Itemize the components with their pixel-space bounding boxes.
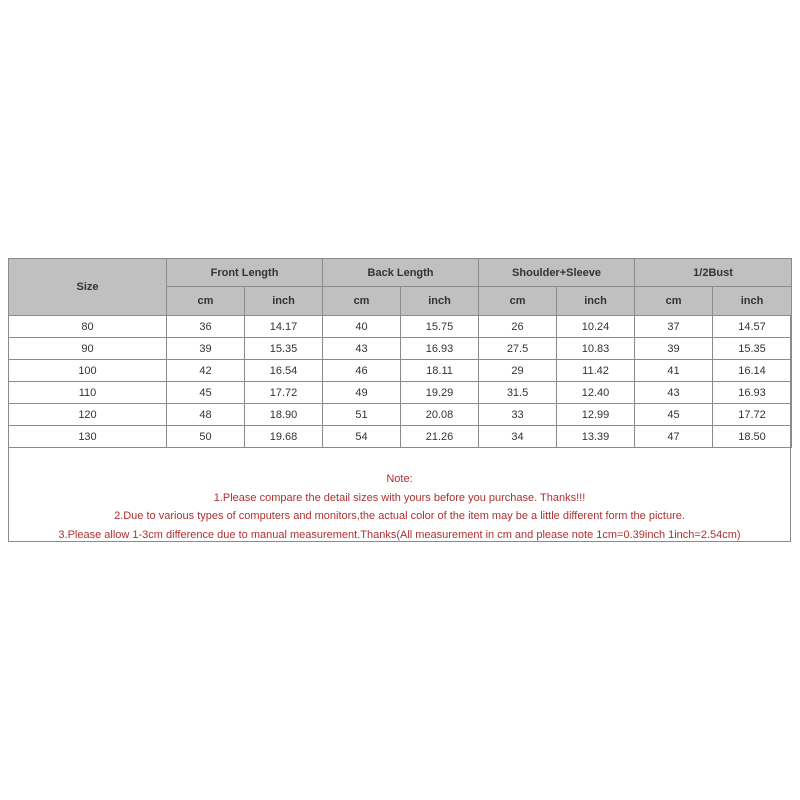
- measurement-cell: 47: [635, 426, 713, 448]
- measurement-cell: 17.72: [713, 404, 792, 426]
- measurement-cell: 19.68: [245, 426, 323, 448]
- unit-header: cm: [635, 287, 713, 316]
- table-body: [9, 316, 792, 448]
- table-row: [9, 316, 792, 338]
- measurement-cell: 39: [635, 338, 713, 360]
- unit-header: inch: [713, 287, 792, 316]
- measurement-cell: 15.75: [401, 316, 479, 338]
- size-cell: 100: [9, 360, 167, 382]
- size-cell: 80: [9, 316, 167, 338]
- measurement-cell: 43: [323, 338, 401, 360]
- measurement-cell: 20.08: [401, 404, 479, 426]
- measurement-cell: 17.72: [245, 382, 323, 404]
- table-row: [9, 382, 792, 404]
- table-row: [9, 426, 792, 448]
- unit-header: cm: [167, 287, 245, 316]
- measurement-cell: 18.11: [401, 360, 479, 382]
- note-line: 1.Please compare the detail sizes with yours before you purchase. Thanks!!!: [213, 491, 586, 504]
- measurement-cell: 50: [167, 426, 245, 448]
- unit-header: inch: [245, 287, 323, 316]
- measurement-cell: 19.29: [401, 382, 479, 404]
- size-cell: 90: [9, 338, 167, 360]
- note-title: Note:: [386, 473, 413, 485]
- measurement-cell: 11.42: [557, 360, 635, 382]
- measurement-cell: 54: [323, 426, 401, 448]
- measurement-cell: 37: [635, 316, 713, 338]
- table-row: [9, 360, 792, 382]
- measurement-cell: 43: [635, 382, 713, 404]
- unit-header: cm: [479, 287, 557, 316]
- measurement-cell: 16.14: [713, 360, 792, 382]
- measurement-cell: 31.5: [479, 382, 557, 404]
- size-cell: 110: [9, 382, 167, 404]
- measurement-cell: 46: [323, 360, 401, 382]
- measurement-cell: 45: [635, 404, 713, 426]
- notes-section: [9, 470, 790, 544]
- measurement-cell: 40: [323, 316, 401, 338]
- measurement-cell: 18.50: [713, 426, 792, 448]
- header-group-row: [9, 259, 792, 287]
- measurement-cell: 10.24: [557, 316, 635, 338]
- measurement-cell: 12.40: [557, 382, 635, 404]
- table-row: [9, 404, 792, 426]
- size-chart: [8, 258, 791, 542]
- half-bust-header: 1/2Bust: [635, 259, 792, 287]
- measurement-cell: 29: [479, 360, 557, 382]
- measurement-cell: 10.83: [557, 338, 635, 360]
- measurement-cell: 18.90: [245, 404, 323, 426]
- measurement-cell: 42: [167, 360, 245, 382]
- measurement-cell: 51: [323, 404, 401, 426]
- size-header: Size: [9, 259, 167, 316]
- measurement-cell: 45: [167, 382, 245, 404]
- unit-header: cm: [323, 287, 401, 316]
- measurement-cell: 15.35: [245, 338, 323, 360]
- unit-header: inch: [401, 287, 479, 316]
- back-length-header: Back Length: [323, 259, 479, 287]
- shoulder-sleeve-header: Shoulder+Sleeve: [479, 259, 635, 287]
- size-cell: 130: [9, 426, 167, 448]
- size-table: [8, 258, 792, 448]
- front-length-header: Front Length: [167, 259, 323, 287]
- measurement-cell: 12.99: [557, 404, 635, 426]
- measurement-cell: 16.93: [401, 338, 479, 360]
- note-line: 3.Please allow 1-3cm difference due to manual measurement.Thanks(All measurement in cm and please note 1cm=0.39inch 1inch=2.54cm): [58, 528, 741, 541]
- table-row: [9, 338, 792, 360]
- size-cell: 120: [9, 404, 167, 426]
- measurement-cell: 14.57: [713, 316, 792, 338]
- measurement-cell: 27.5: [479, 338, 557, 360]
- measurement-cell: 34: [479, 426, 557, 448]
- measurement-cell: 48: [167, 404, 245, 426]
- measurement-cell: 33: [479, 404, 557, 426]
- measurement-cell: 36: [167, 316, 245, 338]
- measurement-cell: 21.26: [401, 426, 479, 448]
- measurement-cell: 49: [323, 382, 401, 404]
- measurement-cell: 16.54: [245, 360, 323, 382]
- measurement-cell: 13.39: [557, 426, 635, 448]
- measurement-cell: 39: [167, 338, 245, 360]
- measurement-cell: 14.17: [245, 316, 323, 338]
- unit-header: inch: [557, 287, 635, 316]
- note-line: 2.Due to various types of computers and monitors,the actual color of the item may be a little different form the picture.: [114, 510, 685, 522]
- measurement-cell: 16.93: [713, 382, 792, 404]
- measurement-cell: 41: [635, 360, 713, 382]
- measurement-cell: 15.35: [713, 338, 792, 360]
- measurement-cell: 26: [479, 316, 557, 338]
